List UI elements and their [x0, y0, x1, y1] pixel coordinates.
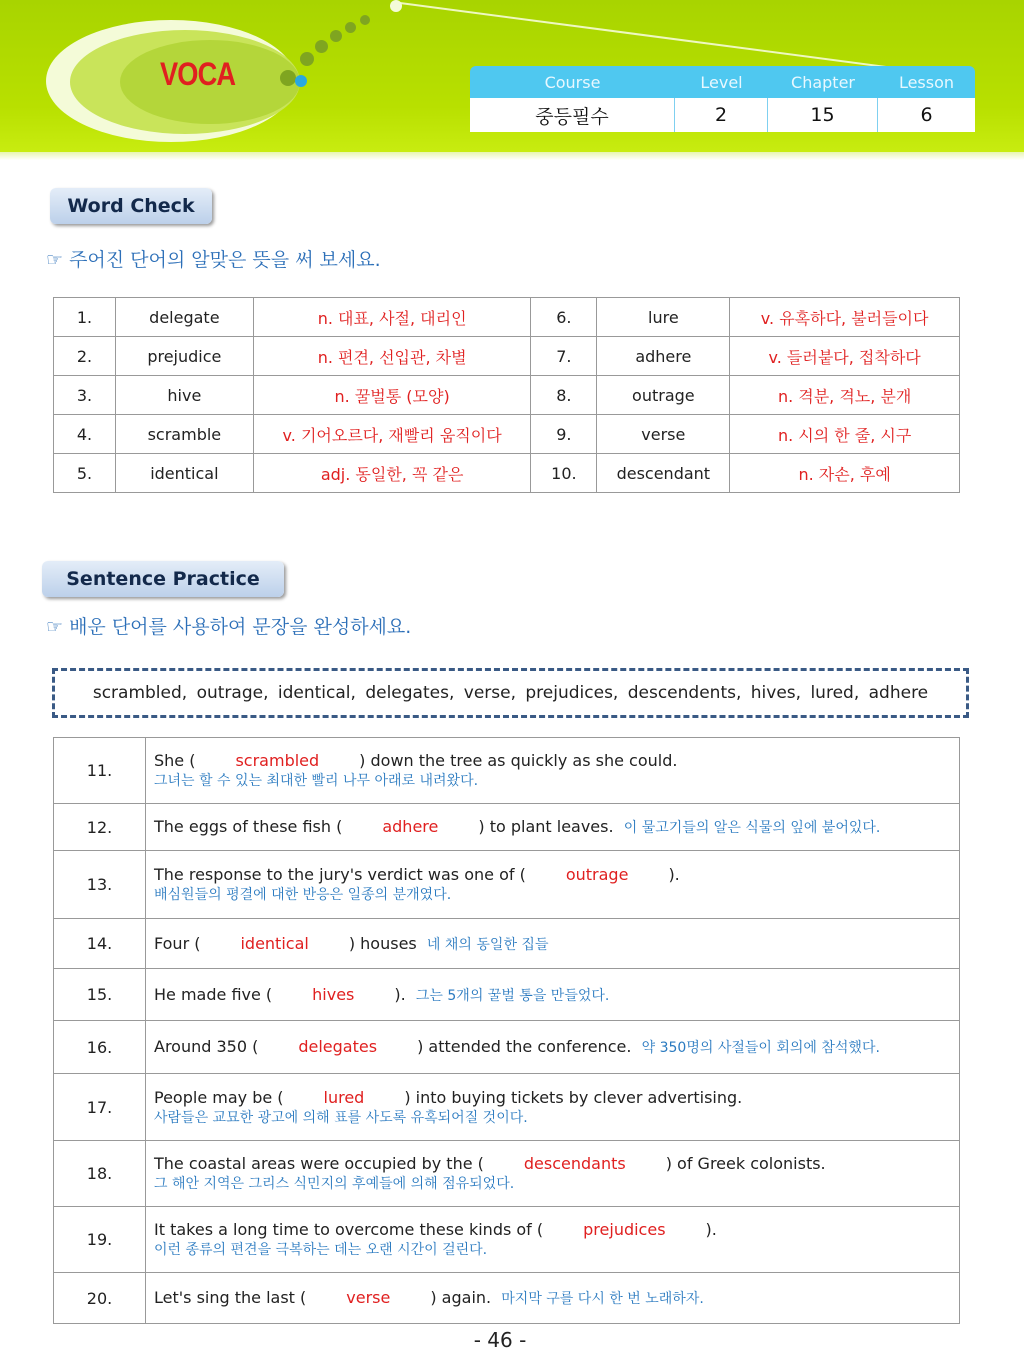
- sentence-cell: [146, 851, 960, 919]
- word-number: 5.: [54, 454, 116, 493]
- korean-translation: 이런 종류의 편견을 극복하는 데는 오랜 시간이 걸린다.: [154, 1242, 488, 1258]
- sentence-prefix: Around 350 (: [154, 1037, 259, 1056]
- korean-translation: 배심원들의 평결에 대한 반응은 일종의 분개였다.: [154, 887, 452, 903]
- word-row: [54, 376, 960, 415]
- korean-translation: 이 물고기들의 알은 식물의 잎에 붙어있다.: [623, 820, 881, 836]
- word-meaning: n. 대표, 사절, 대리인: [253, 298, 531, 337]
- sentence-row: [54, 1207, 960, 1273]
- sentence-row: [54, 738, 960, 804]
- sentence-cell: [146, 919, 960, 969]
- sentence-cell: [146, 969, 960, 1021]
- word-meaning: n. 시의 한 줄, 시구: [730, 415, 960, 454]
- sentence-suffix: ) into buying tickets by clever advertising.: [404, 1087, 743, 1107]
- decor-dot: [280, 70, 296, 86]
- sentence-prefix: People may be (: [154, 1087, 284, 1107]
- sentence-row: [54, 1273, 960, 1324]
- sentence-prefix: The coastal areas were occupied by the (: [154, 1154, 484, 1173]
- answer: identical: [240, 933, 309, 953]
- answer: lured: [323, 1087, 365, 1107]
- word-number: 9.: [531, 415, 597, 454]
- page-number: - 46 -: [473, 1328, 527, 1352]
- level-value: 2: [675, 98, 768, 132]
- sentence-prefix: She (: [154, 751, 196, 770]
- sentence-row: [54, 1021, 960, 1074]
- word-number: 6.: [531, 298, 597, 337]
- decor-dot: [300, 52, 314, 66]
- level-header: Level: [700, 72, 743, 92]
- sentence-suffix: ) again.: [430, 1288, 492, 1307]
- sentence-number: 14.: [54, 919, 146, 969]
- sentence-row: [54, 804, 960, 851]
- decor-dot: [330, 30, 342, 42]
- decor-dot: [360, 15, 370, 25]
- voca-logo: VOCA: [160, 56, 236, 92]
- word-bank: scrambled, outrage, identical, delegates, verse, prejudices, descendents, hives, lured, adhere: [52, 668, 969, 718]
- sentence-suffix: ) houses: [348, 933, 417, 953]
- word-meaning: n. 꿀벌통 (모양): [253, 376, 531, 415]
- sentence-prefix: The eggs of these fish (: [154, 817, 343, 836]
- course-header: Course: [544, 72, 601, 92]
- answer: hives: [312, 984, 355, 1004]
- sentence-prefix: Four (: [154, 933, 201, 953]
- sentence-cell: [146, 1074, 960, 1141]
- sentence-suffix: ) attended the conference.: [417, 1037, 632, 1056]
- sentence-prefix: It takes a long time to overcome these kinds of (: [154, 1220, 544, 1239]
- sentence-suffix: ).: [668, 865, 680, 884]
- sentence-number: 15.: [54, 969, 146, 1021]
- course-info-table: [470, 66, 975, 132]
- word-meaning: n. 편견, 선입관, 차별: [253, 337, 531, 376]
- word-row: [54, 298, 960, 337]
- word-number: 10.: [531, 454, 597, 493]
- word: descendant: [597, 454, 730, 493]
- korean-translation: 그녀는 할 수 있는 최대한 빨리 나무 아래로 내려왔다.: [154, 773, 479, 789]
- sentence-row: [54, 1141, 960, 1207]
- sentence-table: [53, 737, 960, 1324]
- decor-dot: [345, 22, 356, 33]
- korean-translation: 사람들은 교묘한 광고에 의해 표를 사도록 유혹되어질 것이다.: [154, 1109, 528, 1126]
- answer: adhere: [382, 817, 439, 836]
- sentence-number: 13.: [54, 851, 146, 919]
- sentence-suffix: ).: [394, 984, 406, 1004]
- word-row: [54, 454, 960, 493]
- decor-line: [400, 2, 896, 69]
- word-row: [54, 415, 960, 454]
- decor-dot: [390, 0, 402, 12]
- sentence-row: [54, 1074, 960, 1141]
- word-check-instruction: ☞ 주어진 단어의 알맞은 뜻을 써 보세요.: [46, 249, 381, 271]
- sentence-practice-instruction: ☞ 배운 단어를 사용하여 문장을 완성하세요.: [46, 616, 412, 638]
- sentence-prefix: Let's sing the last (: [154, 1288, 307, 1307]
- word-number: 1.: [54, 298, 116, 337]
- sentence-cell: [146, 1141, 960, 1207]
- sentence-number: 12.: [54, 804, 146, 851]
- word: identical: [115, 454, 253, 493]
- korean-translation: 그는 5개의 꿀벌 통을 만들었다.: [415, 987, 610, 1004]
- sentence-number: 19.: [54, 1207, 146, 1273]
- word: hive: [115, 376, 253, 415]
- word-meaning: v. 유혹하다, 불러들이다: [730, 298, 960, 337]
- answer: delegates: [298, 1037, 378, 1056]
- korean-translation: 네 채의 동일한 집들: [426, 936, 549, 953]
- sentence-cell: [146, 1207, 960, 1273]
- sentence-number: 11.: [54, 738, 146, 804]
- lesson-value: 6: [920, 104, 933, 126]
- answer: scrambled: [235, 751, 320, 770]
- korean-translation: 마지막 구를 다시 한 번 노래하자.: [501, 1291, 704, 1307]
- answer: prejudices: [583, 1220, 666, 1239]
- sentence-suffix: ) of Greek colonists.: [665, 1154, 826, 1173]
- word-meaning: n. 자손, 후예: [730, 454, 960, 493]
- word: scramble: [115, 415, 253, 454]
- course-value: 중등필수: [470, 98, 675, 132]
- chapter-value: 15: [768, 98, 878, 132]
- word-meaning: v. 기어오르다, 재빨리 움직이다: [253, 415, 531, 454]
- korean-translation: 그 해안 지역은 그리스 식민지의 후예들에 의해 점유되었다.: [154, 1176, 515, 1192]
- word: prejudice: [115, 337, 253, 376]
- sentence-number: 16.: [54, 1021, 146, 1074]
- word: lure: [597, 298, 730, 337]
- chapter-header: Chapter: [791, 72, 855, 92]
- sentence-suffix: ) down the tree as quickly as she could.: [359, 751, 678, 770]
- sentence-suffix: ).: [705, 1220, 717, 1239]
- sentence-cell: [146, 738, 960, 804]
- word-meaning: v. 들러붙다, 접착하다: [730, 337, 960, 376]
- word: verse: [597, 415, 730, 454]
- word-row: [54, 337, 960, 376]
- word-number: 2.: [54, 337, 116, 376]
- decor-dot: [315, 40, 328, 53]
- sentence-cell: [146, 1021, 960, 1074]
- decor-dot: [295, 75, 307, 87]
- sentence-suffix: ) to plant leaves.: [478, 817, 614, 836]
- sentence-prefix: He made five (: [154, 984, 273, 1004]
- word-number: 7.: [531, 337, 597, 376]
- word-meaning: adj. 동일한, 꼭 같은: [253, 454, 531, 493]
- sentence-row: [54, 969, 960, 1021]
- sentence-number: 18.: [54, 1141, 146, 1207]
- sentence-row: [54, 919, 960, 969]
- sentence-prefix: The response to the jury's verdict was one of (: [154, 865, 526, 884]
- korean-translation: 약 350명의 사절들이 회의에 참석했다.: [641, 1040, 880, 1056]
- word-check-table: [53, 297, 960, 493]
- word: outrage: [597, 376, 730, 415]
- sentence-number: 20.: [54, 1273, 146, 1324]
- word-number: 8.: [531, 376, 597, 415]
- word-number: 4.: [54, 415, 116, 454]
- word-meaning: n. 격분, 격노, 분개: [730, 376, 960, 415]
- sentence-cell: [146, 1273, 960, 1324]
- word-number: 3.: [54, 376, 116, 415]
- answer: outrage: [565, 865, 629, 884]
- sentence-practice-title: Sentence Practice: [42, 561, 284, 597]
- lesson-header: Lesson: [898, 72, 955, 92]
- word: delegate: [115, 298, 253, 337]
- sentence-cell: [146, 804, 960, 851]
- answer: descendants: [523, 1154, 626, 1173]
- answer: verse: [346, 1288, 391, 1307]
- sentence-row: [54, 851, 960, 919]
- sentence-number: 17.: [54, 1074, 146, 1141]
- word-check-title: Word Check: [50, 188, 212, 224]
- word: adhere: [597, 337, 730, 376]
- header-banner: [0, 0, 1024, 152]
